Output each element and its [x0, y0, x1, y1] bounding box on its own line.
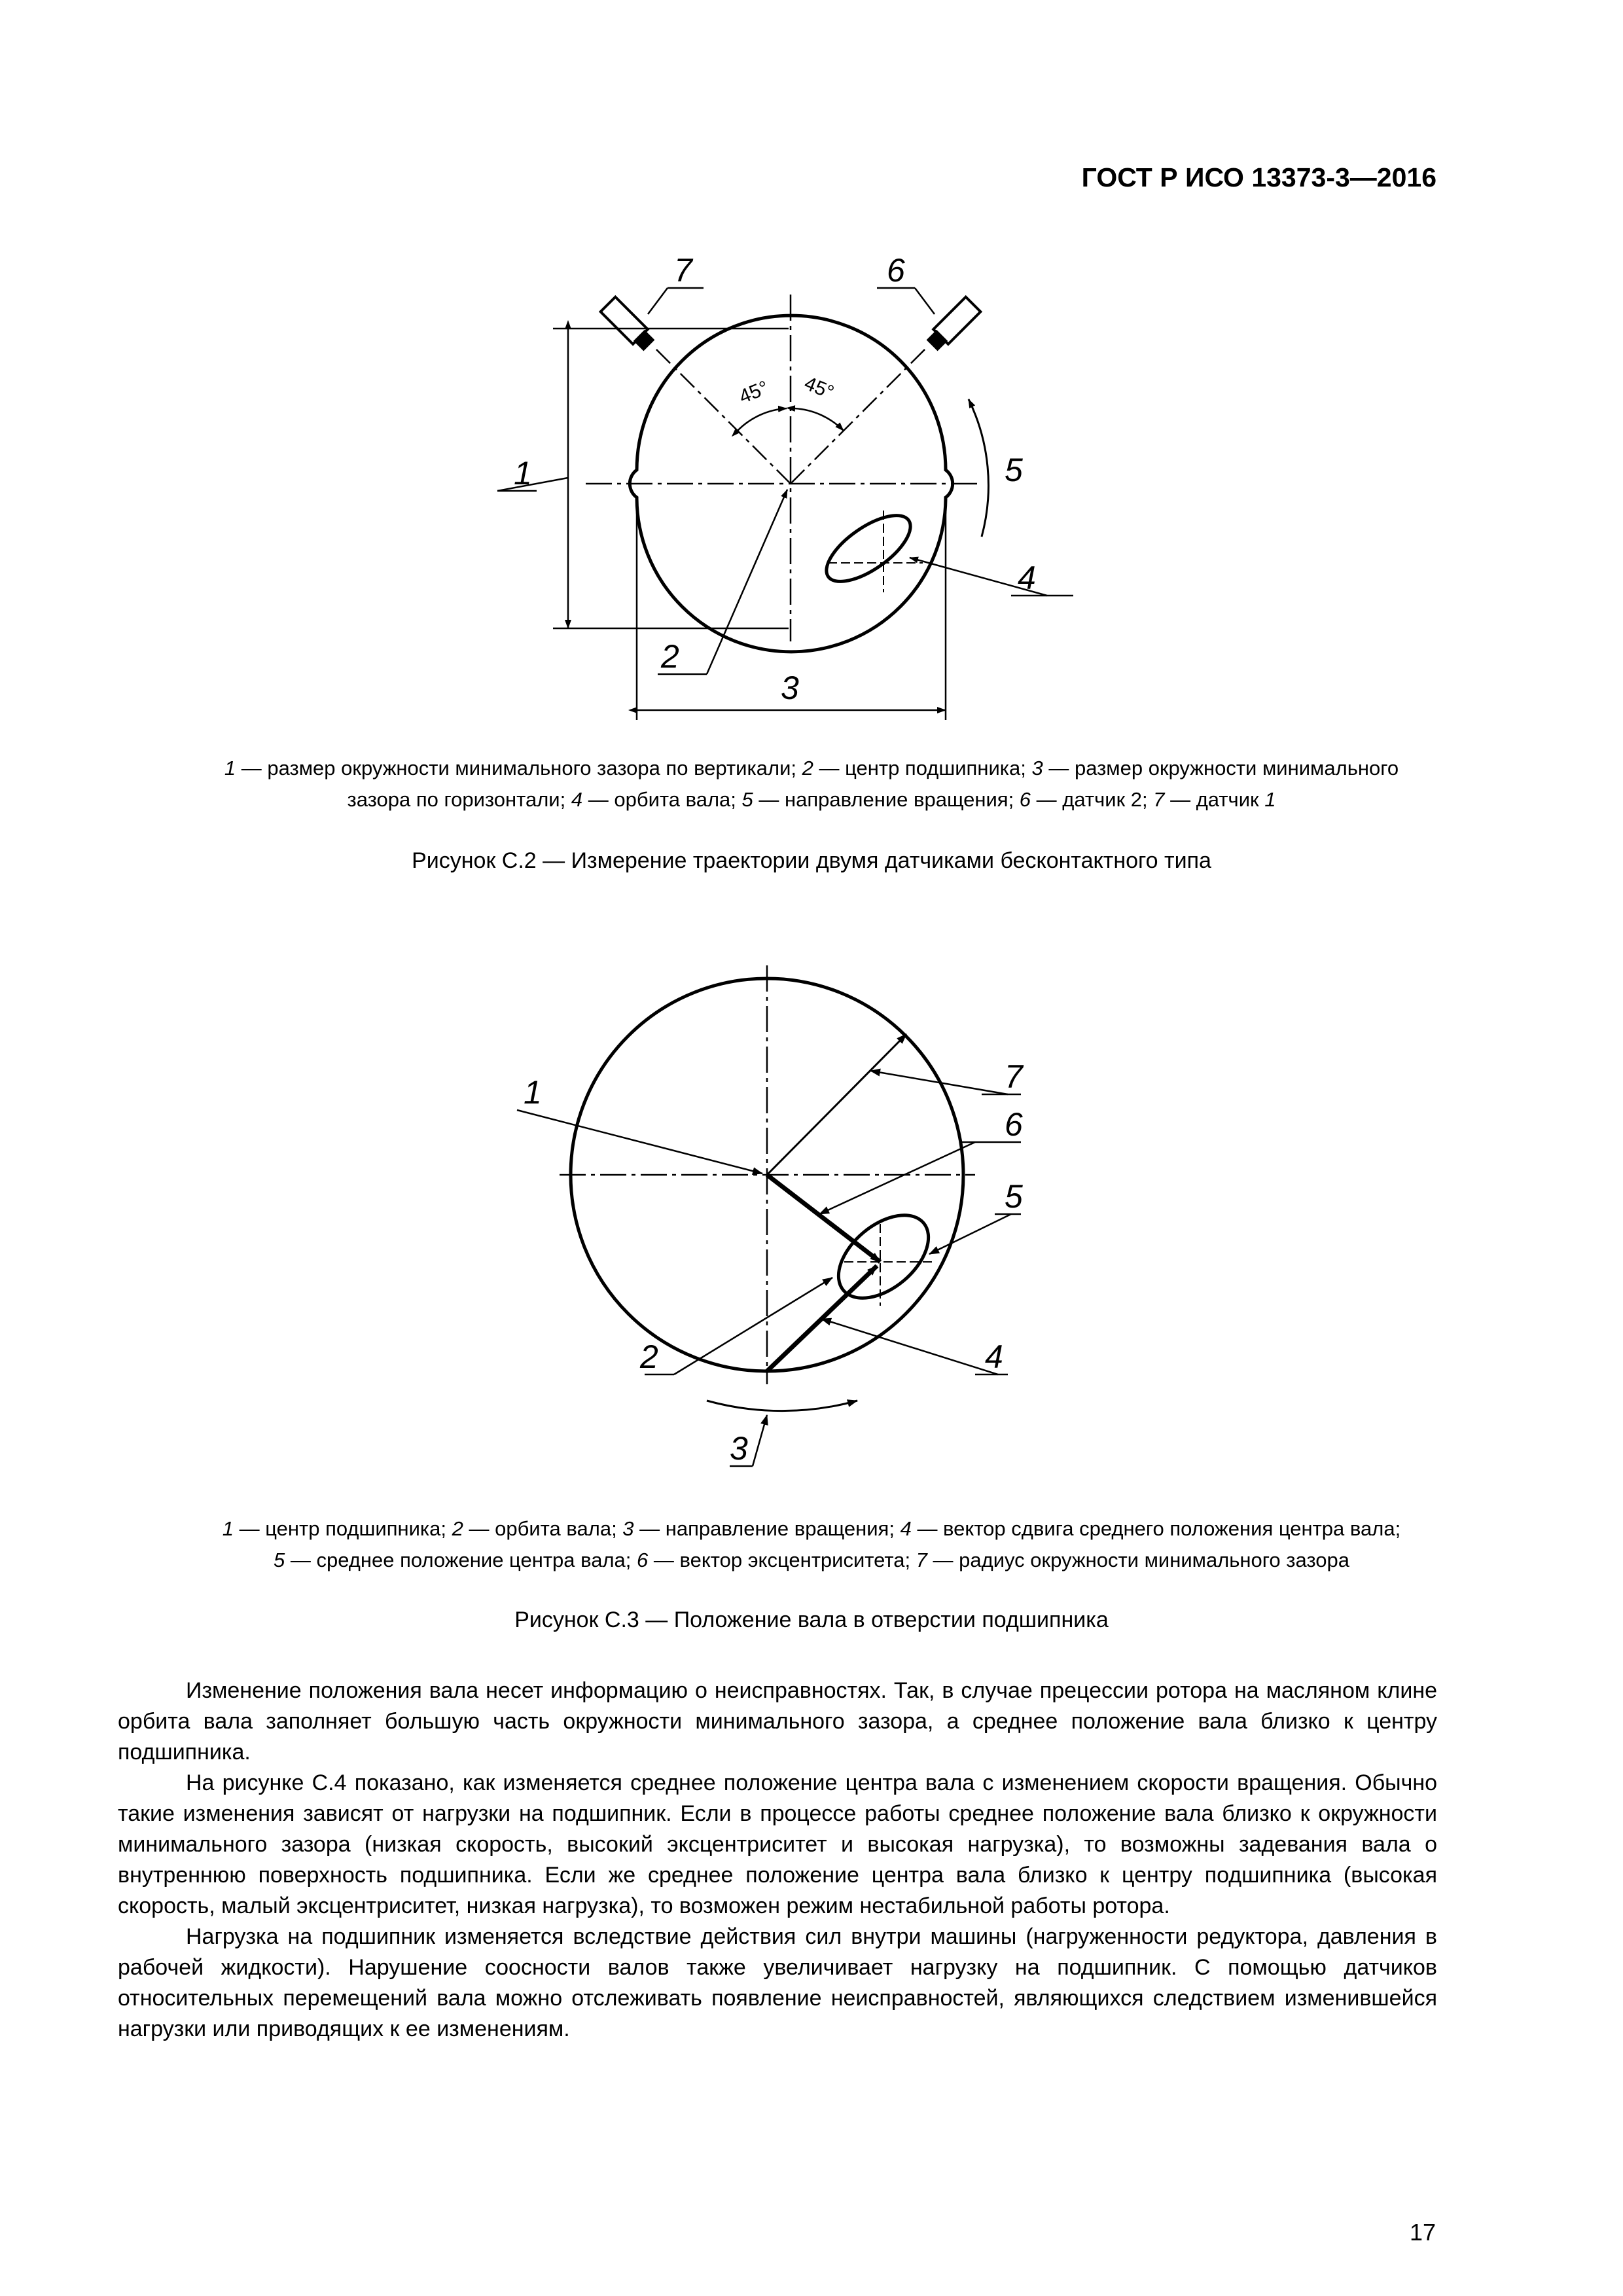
rotation-arrow-c3 [707, 1401, 857, 1411]
body-text [118, 1676, 1437, 2045]
shaft-orbit [816, 503, 923, 594]
figure-c2-diagram [0, 223, 1623, 956]
label-3: 3 [781, 670, 799, 706]
label-1-c3: 1 [524, 1074, 542, 1111]
label-5: 5 [1005, 452, 1023, 488]
figure-c3-legend: 1 — центр подшипника; 2 — орбита вала; 3 — направление вращения; 4 — вектор сдвига среднего положения центра вала; 5 — среднее положение центра вала; 6 — вектор эксцентриситета; 7 — радиус окружности минимального зазора [222, 1517, 1401, 1571]
vertical-dimension [497, 329, 789, 628]
paragraph-3: Нагрузка на подшипник изменяется вследствие действия сил внутри машины (нагруженности редуктора, давления в рабочей жидкости). Нарушение соосности валов также увеличивает нагрузку на подшипник. С помощью датчиков относительных перемещений вала можно отслеживать появление неисправностей, являющихся следствием изменившейся нагрузки или приводящих к ее изменениям. [118, 1924, 1437, 2041]
page-number: 17 [1409, 2219, 1436, 2246]
eccentricity-vector [767, 1175, 880, 1262]
label-7: 7 [674, 252, 692, 289]
label-1: 1 [514, 455, 532, 492]
paragraph-2: На рисунке С.4 показано, как изменяется среднее положение центра вала с изменением скорости вращения. Обычно такие изменения зависят от нагрузки на подшипник. Если в процессе работы среднее положение вала близко к окружности минимального зазора (низкая скорость, высокий эксцентриситет и высокая нагрузка), то возможны задевания вала о внутреннюю поверхность подшипника. Если же среднее положение центра вала близко к центру подшипника (высокая скорость, малый эксцентриситет, низкая нагрузка), то возможен режим нестабильной работы ротора. [118, 1770, 1437, 1918]
figure-c3-diagram [0, 949, 1623, 1512]
label-4-c3: 4 [985, 1338, 1003, 1375]
label-3-c3: 3 [730, 1430, 748, 1467]
figure-c2-caption: Рисунок С.2 — Измерение траектории двумя датчиками бесконтактного типа [412, 848, 1211, 873]
label-5-c3: 5 [1005, 1178, 1023, 1215]
label-6: 6 [887, 252, 905, 289]
label-2: 2 [661, 638, 679, 675]
figure-c3-caption: Рисунок С.3 — Положение вала в отверстии подшипника [514, 1607, 1109, 1632]
angle-label-left: 45° [736, 376, 772, 408]
paragraph-1: Изменение положения вала несет информацию о неисправностях. Так, в случае прецессии ротора на масляном клине орбита вала заполняет большую часть окружности минимального зазора, а среднее положение вала близко к центру подшипника. [118, 1678, 1437, 1765]
figure-c2-legend: 1 — размер окружности минимального зазора по вертикали; 2 — центр подшипника; 3 — размер окружности минимального зазора по горизонтали; 4 — орбита вала; 5 — направление вращения; 6 — датчик 2; 7 — датчик 1 [224, 757, 1399, 811]
rotation-arrow [969, 399, 988, 537]
label-2-c3: 2 [640, 1338, 658, 1375]
probe-7-icon [601, 297, 657, 353]
label-7-c3: 7 [1005, 1058, 1023, 1095]
radius-vector [767, 1034, 906, 1175]
document-id: ГОСТ Р ИСО 13373-3—2016 [1081, 162, 1436, 192]
probe-6-icon [925, 297, 981, 353]
label-6-c3: 6 [1005, 1106, 1023, 1143]
label-4: 4 [1018, 560, 1036, 596]
angle-label-right: 45° [801, 372, 837, 404]
